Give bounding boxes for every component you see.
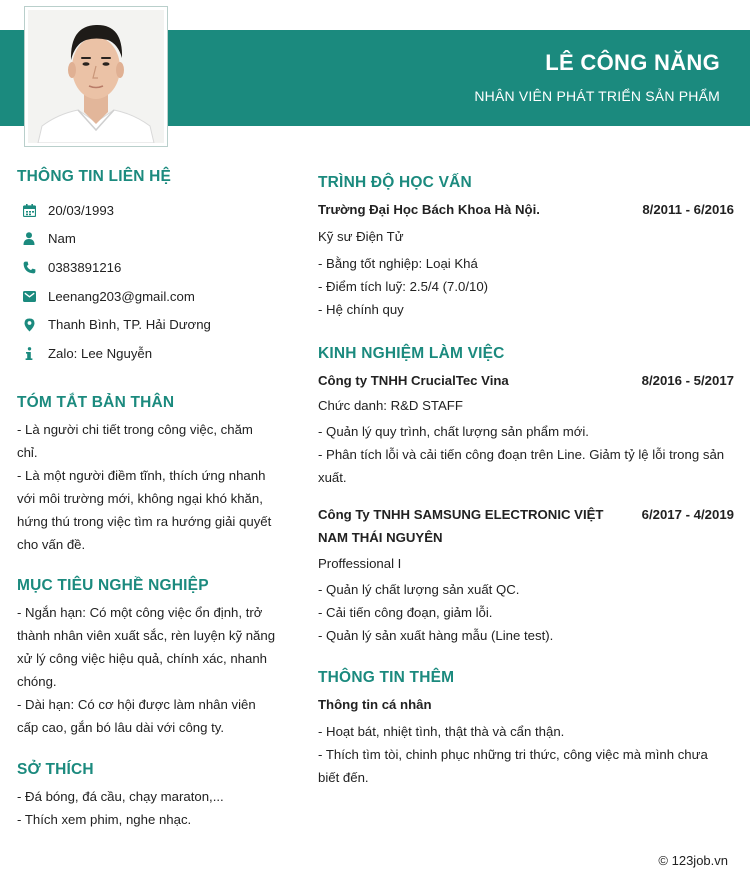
objective-line: chóng. bbox=[17, 673, 57, 689]
email-icon bbox=[20, 287, 38, 305]
contact-title: THÔNG TIN LIÊN HỆ bbox=[17, 168, 172, 185]
avatar bbox=[28, 10, 164, 143]
candidate-name: LÊ CÔNG NĂNG bbox=[545, 50, 720, 75]
phone-icon bbox=[20, 258, 38, 276]
summary-line: - Là một người điềm tĩnh, thích ứng nhanh bbox=[17, 467, 266, 483]
contact-email bbox=[17, 282, 287, 311]
additional-text bbox=[318, 720, 734, 789]
job-entry bbox=[318, 503, 734, 647]
education-detail: - Hệ chính quy bbox=[318, 302, 404, 317]
left-column bbox=[17, 168, 287, 831]
objective-section bbox=[17, 577, 287, 739]
summary-line: chỉ. bbox=[17, 444, 38, 460]
job-role: Chức danh: R&D STAFF bbox=[318, 398, 463, 413]
job-duties bbox=[318, 578, 734, 647]
job-duty: - Quản lý quy trình, chất lượng sản phẩm mới. bbox=[318, 424, 589, 439]
contact-address bbox=[17, 310, 287, 339]
objective-line: thành nhân viên xuất sắc, rèn luyện kỹ năng bbox=[17, 627, 276, 643]
location-icon bbox=[20, 316, 38, 334]
additional-section bbox=[318, 669, 734, 789]
hobby-line: - Đá bóng, đá cầu, chạy maraton,... bbox=[17, 788, 224, 804]
contact-phone-text: 0383891216 bbox=[48, 259, 122, 275]
contact-address-text: Thanh Bình, TP. Hải Dương bbox=[48, 317, 211, 333]
copyright-footer: © 123job.vn bbox=[658, 853, 728, 868]
contact-zalo bbox=[17, 339, 287, 368]
company-name: Công ty TNHH CrucialTec Vina bbox=[318, 373, 509, 388]
company-name: Công Ty TNHH SAMSUNG ELECTRONIC VIỆT NAM THÁI NGUYÊN bbox=[318, 507, 604, 545]
objective-text bbox=[17, 601, 287, 739]
education-section bbox=[318, 174, 734, 321]
contact-birthday bbox=[17, 196, 287, 225]
job-header bbox=[318, 369, 734, 392]
contact-birthday-text: 20/03/1993 bbox=[48, 202, 115, 218]
job-duty: - Phân tích lỗi và cải tiến công đoạn trên Line. Giảm tỷ lệ lỗi trong sản bbox=[318, 447, 725, 462]
education-detail: - Bằng tốt nghiệp: Loại Khá bbox=[318, 256, 478, 271]
education-title: TRÌNH ĐỘ HỌC VẤN bbox=[318, 174, 472, 191]
objective-line: xử lý công việc hiệu quả, chính xác, nhanh bbox=[17, 650, 268, 666]
job-role: Proffessional I bbox=[318, 556, 402, 571]
job-date: 8/2016 - 5/2017 bbox=[641, 373, 734, 388]
additional-title: THÔNG TIN THÊM bbox=[318, 669, 455, 686]
additional-line: biết đến. bbox=[318, 770, 369, 785]
hobbies-section bbox=[17, 761, 287, 831]
additional-subtitle: Thông tin cá nhân bbox=[318, 697, 432, 712]
contact-phone bbox=[17, 253, 287, 282]
job-duty: - Cải tiến công đoạn, giảm lỗi. bbox=[318, 605, 493, 620]
objective-line: - Dài hạn: Có cơ hội được làm nhân viên bbox=[17, 696, 256, 712]
experience-section bbox=[318, 345, 734, 647]
person-icon bbox=[20, 230, 38, 248]
hobby-line: - Thích xem phim, nghe nhạc. bbox=[17, 811, 192, 827]
summary-section bbox=[17, 394, 287, 556]
summary-line: cho vấn đề. bbox=[17, 536, 86, 552]
info-icon bbox=[20, 344, 38, 362]
summary-line: với môi trường mới, không ngại khó khăn, bbox=[17, 490, 263, 506]
job-header bbox=[318, 503, 734, 549]
summary-title: TÓM TẮT BẢN THÂN bbox=[17, 393, 175, 411]
education-detail: - Điểm tích luỹ: 2.5/4 (7.0/10) bbox=[318, 279, 489, 294]
hobbies-title: SỞ THÍCH bbox=[17, 760, 94, 778]
school-name: Trường Đại Học Bách Khoa Hà Nội. bbox=[318, 202, 540, 217]
summary-line: hứng thú trong việc tìm ra hướng giải quyết bbox=[17, 513, 272, 529]
experience-title: KINH NGHIỆM LÀM VIỆC bbox=[318, 345, 505, 362]
profile-photo bbox=[24, 6, 168, 147]
hobbies-text bbox=[17, 785, 287, 831]
calendar-icon bbox=[20, 201, 38, 219]
contact-gender-text: Nam bbox=[48, 231, 76, 247]
education-header bbox=[318, 198, 734, 221]
candidate-position: NHÂN VIÊN PHÁT TRIỂN SẢN PHẨM bbox=[474, 88, 720, 104]
job-entry bbox=[318, 369, 734, 489]
summary-text bbox=[17, 418, 287, 556]
objective-title: MỤC TIÊU NGHỀ NGHIỆP bbox=[17, 576, 209, 594]
education-date: 8/2011 - 6/2016 bbox=[642, 202, 734, 217]
right-column bbox=[318, 174, 734, 789]
objective-line: - Ngắn hạn: Có một công việc ổn định, trở bbox=[17, 604, 263, 620]
education-details bbox=[318, 252, 734, 321]
additional-line: - Hoạt bát, nhiệt tình, thật thà và cẩn thận. bbox=[318, 724, 565, 739]
job-duty: - Quản lý sản xuất hàng mẫu (Line test). bbox=[318, 628, 554, 643]
job-duty: xuất. bbox=[318, 470, 347, 485]
contact-section bbox=[17, 168, 287, 368]
job-duties bbox=[318, 420, 734, 489]
education-major: Kỹ sư Điện Tử bbox=[318, 229, 404, 244]
contact-email-text: Leenang203@gmail.com bbox=[48, 288, 195, 304]
contact-zalo-text: Zalo: Lee Nguyễn bbox=[48, 345, 153, 361]
contact-gender bbox=[17, 225, 287, 254]
summary-line: - Là người chi tiết trong công việc, chăm bbox=[17, 421, 253, 437]
contact-list bbox=[17, 196, 287, 368]
objective-line: cấp cao, gắn bó lâu dài với công ty. bbox=[17, 719, 225, 735]
additional-line: - Thích tìm tòi, chinh phục những tri thức, công việc mà mình chưa bbox=[318, 747, 708, 762]
job-duty: - Quản lý chất lượng sản xuất QC. bbox=[318, 582, 520, 597]
job-date: 6/2017 - 4/2019 bbox=[641, 507, 734, 522]
